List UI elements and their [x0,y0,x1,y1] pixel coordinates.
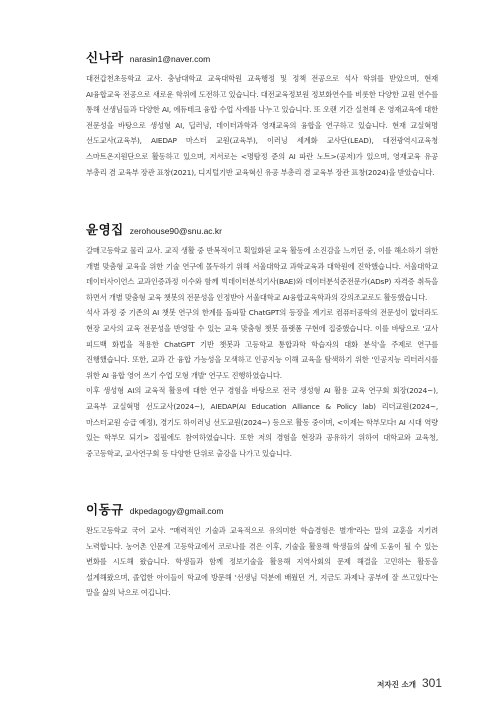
author-section [86,500,438,601]
author-header [86,500,438,518]
bio-paragraph: 대전갑천초등학교 교사. 충남대학교 교육대학원 교육행정 및 정책 전공으로 석사 학위를 받았으며, 현재 AI융합교육 전공으로 새로운 학위에 도전하고 있습니다. 대전교육정보원 정보화연수를 비롯한 다양한 교원 연수를 통해 선생님들과 다양한 AI, 에듀테크 융합 수업 사례를 나누고 있습니다. 또 오랜 기간 실천해 온 영재교육에 대한 전문성을 바탕으로 생성형 AI, 딥러닝, 데이터과학과 영재교육의 융합을 연구하고 있습니다. 현재 교실혁명 선도교사(교육부), AIEDAP 마스터 교원(교육부), 이러닝 세계화 교사단(LEAD), 대전광역시교육청 스마트온지원단으로 활동하고 있으며, 저서로는 <명탐정 준의 AI 파란 노트>(공저)가 있으며, 영재교육 유공 부총리 겸 교육부 장관 표창(2021), 디지털기반 교육혁신 유공 부총리 겸 교육부 장관 표창(2024)을 받았습니다. [86,74,438,177]
author-header [86,48,438,66]
bio-paragraph: 갈매고등학교 물리 교사. 교직 생활 중 반복적이고 획일화된 교육 활동에 소진감을 느끼던 중, 이를 해소하기 위한 개별 맞춤형 교육을 위한 기술 연구에 몰두하기 위해 서울대학교 과학교육과 대학원에 진학했습니다. 서울대학교 데이터사이언스 교과인증과정 이수와 함께 빅데이터분석기사(BAE)와 데이터분석준전문가(ADsP) 자격증 취득을 하면서 개별 맞춤형 교육 챗봇의 전문성을 인정받아 서울대학교 AI융합교육학과의 강의조교로도 활동했습니다. [86,246,438,302]
author-name: 신나라 [86,50,124,65]
author-section [86,48,438,180]
author-bio [86,243,438,461]
page-footer [377,676,442,690]
bio-paragraph: 석사 과정 중 기존의 AI 챗봇 연구의 한계를 돌파할 ChatGPT의 등장을 계기로 컴퓨터공학의 전문성이 없더라도 현장 교사의 교육 전문성을 반영할 수 있는 교육 맞춤형 챗봇 플랫폼 구현에 집중했습니다. 이를 바탕으로 '교사 피드백 화법을 적용한 ChatGPT 기반 챗봇과 고등학교 통합과학 학습자의 대화 분석'을 주제로 연구를 진행했습니다. 또한, 교과 간 융합 가능성을 모색하고 인공지능 이해 교육을 탐색하기 위한 '인공지능 리터러시를 위한 AI 융합 영어 쓰기 수업 모형 개발' 연구도 진행하였습니다. [86,308,438,380]
author-name: 이동규 [86,502,124,517]
author-header [86,220,438,238]
author-email: narasin1@naver.com [129,54,211,64]
bio-paragraph: 이후 생성형 AI의 교육적 활용에 대한 연구 경험을 바탕으로 전국 생성형 AI 활용 교육 연구회 회장(2024~), 교육부 교실혁명 선도교사(2024~), AIEDAP(AI Education Alliance & Policy lab) 리더교원(2024~, 마스터교원 승급 예정), 경기도 하이러닝 선도교원(2024~) 등으로 활동 중이며, <이제는 학부모다! AI 시대 역량 있는 학부모 되기> 집필에도 참여하였습니다. 또한 저의 경험을 현장과 공유하기 위하여 대학교와 교육청, 중고등학교, 교사연구회 등 다양한 단위로 출강을 나가고 있습니다. [86,386,438,458]
footer-section-label: 저자진 소개 [377,680,416,689]
bio-paragraph: 완도고등학교 국어 교사. "매력적인 기술과 교육적으로 유의미한 학습경험은 별개"라는 말의 교훈을 지키려 노력합니다. 농어촌 인문계 고등학교에서 코로나를 겪은 이후, 기술을 활용해 학생들의 삶에 도움이 될 수 있는 변화를 시도해 왔습니다. 학생들과 함께 정보기술을 활용해 지역사회의 문제 해결을 고민하는 활동을 설계해왔으며, 졸업한 아이들이 학교에 방문해 '선생님 덕분에 배웠던 거, 지금도 과제나 공부에 잘 쓰고있다'는 말을 삶의 낙으로 여깁니다. [86,526,438,598]
author-bio [86,71,438,180]
author-email: dkpedagogy@gmail.com [129,506,224,516]
author-section [86,220,438,461]
page-number: 301 [421,676,442,690]
author-name: 윤영집 [86,222,124,237]
author-bio [86,523,438,601]
author-email: zerohouse90@snu.ac.kr [129,226,222,236]
